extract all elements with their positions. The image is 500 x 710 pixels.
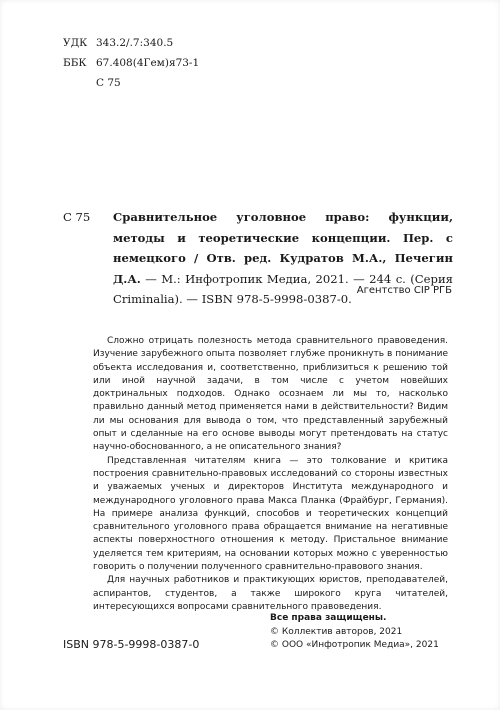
annotation-paragraph: Представленная читателям книга — это толкование и критика построения сравнительно-правовых исследований со стороны известных и уважаемых ученых и директоров Института международного и международного уголовного права Макса Планка (Фрайбург, Германия). На примере анализа функций, способов и теоретических концепций сравнительного уголовного права обращается внимание на негативные аспекты поверхностного отношения к методу. Пристальное внимание уделяется тем критериям, на основании которых можно с уверенностью говорить о получении полученного сравнительно-правового знания. — [93, 455, 448, 573]
rights-block — [270, 612, 439, 653]
rights-reserved: Все права защищены. — [270, 613, 387, 623]
annotation — [93, 335, 448, 614]
cip-agency: Агентство CIP РГБ — [356, 285, 452, 296]
bbk-label: ББК — [63, 57, 87, 69]
entry-title: Сравнительное уголовное право: функции, методы и теоретические концепции. Пер. с немецкого / Отв. ред. Кудратов М.А., Печегин Д.А. — [113, 210, 453, 286]
udk-value: 343.2/.7:340.5 — [96, 37, 174, 49]
annotation-paragraph: Сложно отрицать полезность метода сравнительного правоведения. Изучение зарубежного опыта позволяет глубже проникнуть в понимание объекта исследования и, соответственно, приблизиться к решению той или иной научной задачи, в том числе с учетом новейших доктринальных подходов. Однако осознаем ли мы то, насколько правильно данный метод применяется нами в действительности? Видим ли мы основания для вывода о том, что представленный зарубежный опыт и сделанные на его основе выводы могут претендовать на статус научно-обоснованного, а не описательного знания? — [93, 336, 448, 453]
bbk-row — [63, 53, 199, 73]
entry-details: — М.: Инфотропик Медиа, 2021. — 244 с. (Серия Criminalia). — ISBN 978-5-9998-0387-0. — [113, 271, 453, 306]
author-mark: С 75 — [96, 77, 121, 89]
copyright-publisher: © ООО «Инфотропик Медиа», 2021 — [270, 640, 439, 650]
udk-row — [63, 33, 199, 53]
entry-author-mark: С 75 — [63, 210, 91, 224]
classification-block — [63, 33, 199, 93]
annotation-paragraph: Для научных работников и практикующих юристов, преподавателей, аспирантов, студентов, а также широкого круга читателей, интересующихся вопросами сравнительного правоведения. — [93, 575, 448, 612]
udk-label: УДК — [63, 37, 88, 49]
copyright-authors: © Коллектив авторов, 2021 — [270, 626, 403, 637]
isbn: ISBN 978-5-9998-0387-0 — [63, 638, 200, 651]
bbk-value: 67.408(4Гем)я73-1 — [96, 57, 200, 69]
